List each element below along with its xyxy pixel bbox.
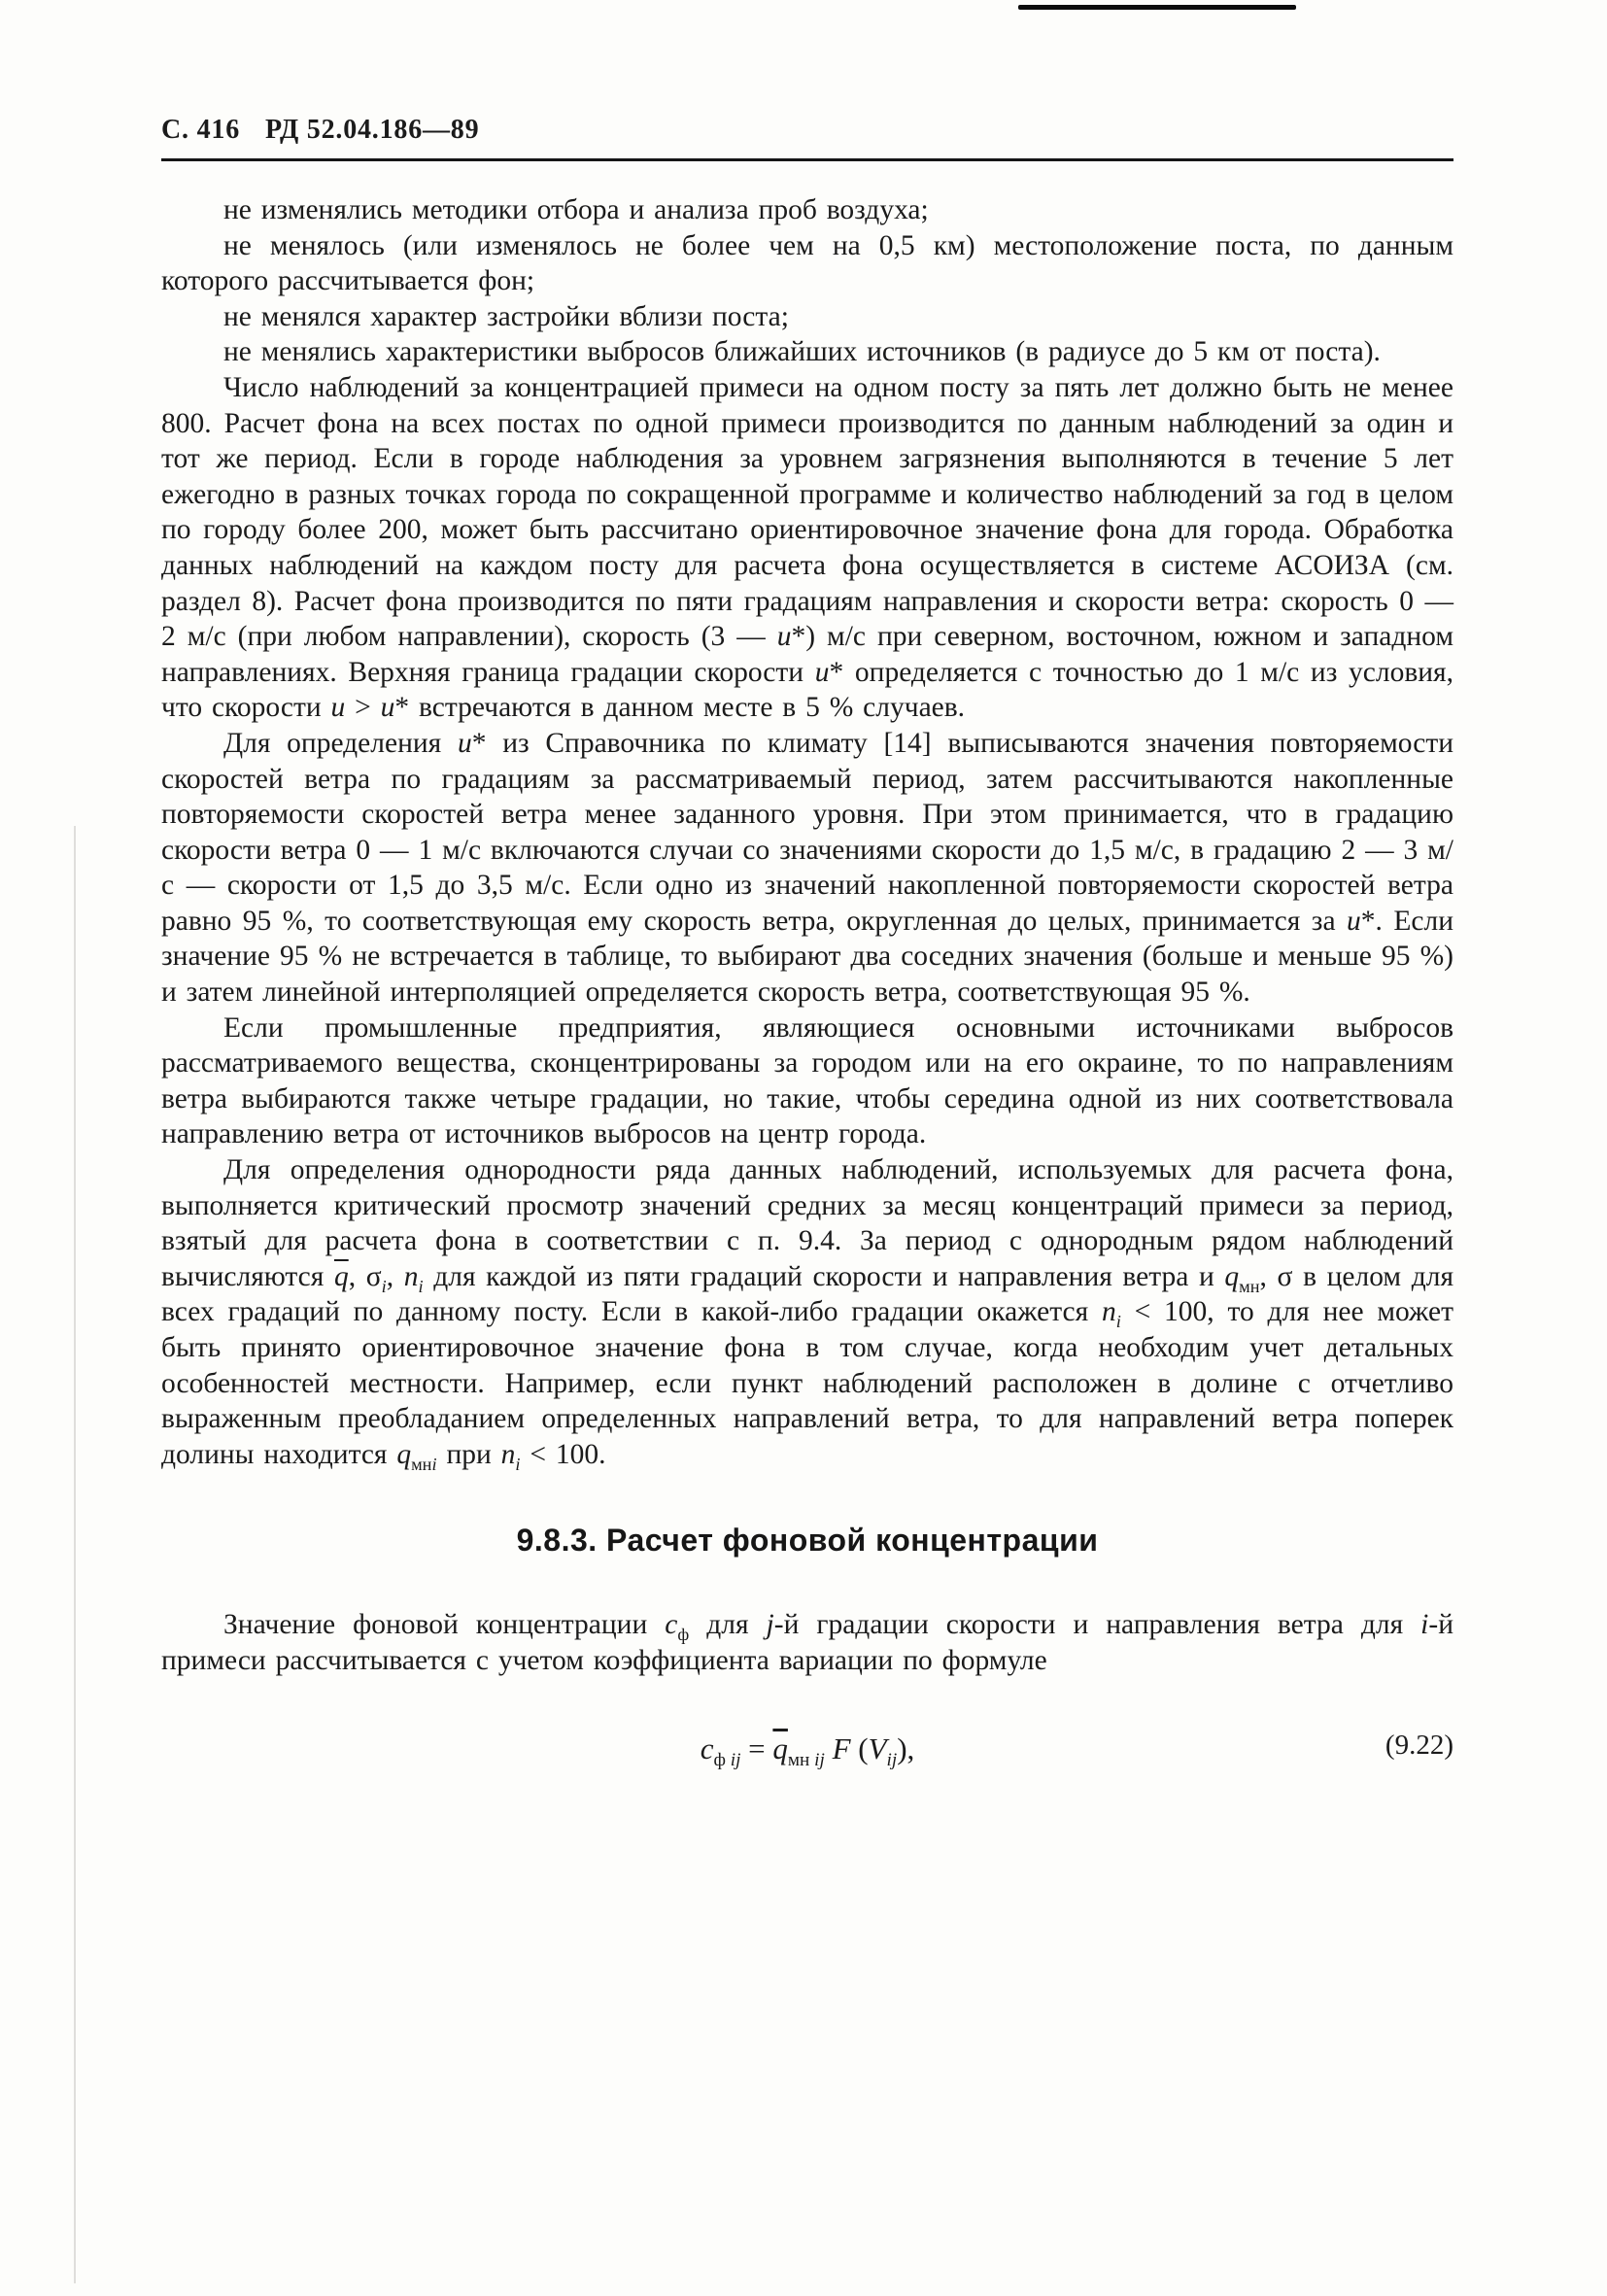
scan-artifact-left-line (74, 826, 76, 2283)
running-header (161, 115, 1453, 146)
formula-block (161, 1726, 1453, 1778)
formula-number: (9.22) (1385, 1729, 1453, 1761)
body-text (161, 192, 1453, 1472)
scan-artifact-top-edge (1018, 5, 1296, 10)
paragraph-u-star-determination: Для определения u* из Справочника по климату [14] выписываются значения повторяемости скоростей ветра по градациям за рассматриваемый период, затем рассчитываются накопленные повторяемости скоростей ветра менее заданного уровня. При этом принимается, что в градацию скорости ветра 0 — 1 м/с включаются случаи со значениями скорости до 1,5 м/с, в градацию 2 — 3 м/с — скорости от 1,5 до 3,5 м/с. Если одно из значений накопленной повторяемости скоростей ветра равно 95 %, то соответствующая ему скорость ветра, округленная до целых, принимается за u*. Если значение 95 % не встречается в таблице, то выбирают два соседних значения (больше и меньше 95 %) и затем линейной интерполяцией определяется скорость ветра, соответствующая 95 %. (161, 727, 1453, 1009)
condition-item-2: не менялось (или изменялось не более чем на 0,5 км) местоположение поста, по данным которого рассчитывается фон; (161, 229, 1453, 297)
condition-item-4: не менялись характеристики выбросов ближайших источников (в радиусе до 5 км от поста). (223, 336, 1381, 368)
document-number-label: РД 52.04.186—89 (265, 115, 480, 145)
section-heading: 9.8.3. Расчет фоновой концентрации (516, 1523, 1099, 1559)
formula-9-22: $c_{ф ij} = \overline{q}_{мн ij}$ F $(V_{ij})$, (700, 1731, 915, 1770)
paragraph-industrial-sources: Если промышленные предприятия, являющиеся основными источниками выбросов рассматриваемого вещества, сконцентрированы за городом или на его окраине, то по направлениям ветра выбираются также четыре градации, но такие, чтобы середина одной из них соответствовала направлению ветра от источников выбросов на центр города. (161, 1011, 1453, 1150)
formula-intro-paragraph: Значение фоновой концентрации $c_ф$ для j-й градации скорости и направления ветра для i-й примеси рассчитывается с учетом коэффициента вариации по формуле (161, 1609, 1453, 1676)
paragraph-observation-count: Число наблюдений за концентрацией примеси на одном посту за пять лет должно быть не менее 800. Расчет фона на всех постах по одной примеси производится по данным наблюдений за один и тот же период. Если в городе наблюдения за уровнем загрязнения выполняются в течение 5 лет ежегодно в разных точках города по сокращенной программе и количество наблюдений за год в целом по городу более 200, может быть рассчитано ориентировочное значение фона для города. Обработка данных наблюдений на каждом посту для расчета фона осуществляется в системе АСОИЗА (см. раздел 8). Расчет фона производится по пяти градациям направления и скорости ветра: скорость 0 — 2 м/с (при любом направлении), скорость (3 — u*) м/с при северном, восточном, южном и западном направлениях. Верхняя граница градации скорости u* определяется с точностью до 1 м/с из условия, что скорости u > u* встречаются в данном месте в 5 % случаев. (161, 371, 1453, 724)
page-number-label: С. 416 (161, 115, 241, 145)
paragraph-homogeneity: Для определения однородности ряда данных наблюдений, используемых для расчета фона, выполняется критический просмотр значений средних за месяц концентраций примеси за период, взятый для расчета фона в соответствии с п. 9.4. За период с однородным рядом наблюдений вычисляются $\overline{q}$, $\sigma_i$, $n_i$ для каждой из пяти градаций скорости и направления ветра и $q_{мн}$, σ в целом для всех градаций по данному посту. Если в какой-либо градации окажется $n_i < 100$, то для нее может быть принято ориентировочное значение фона в том случае, когда необходим учет детальных особенностей местности. Например, если пункт наблюдений расположен в долине с отчетливо выраженным преобладанием определенных направлений ветра, то для направлений ветра поперек долины находится $q_{мнi}$ при $n_i < 100$. (161, 1154, 1454, 1474)
header-rule (161, 158, 1453, 161)
page-content (161, 115, 1453, 1778)
condition-item-1: не изменялись методики отбора и анализа проб воздуха; (223, 194, 929, 225)
condition-item-3: не менялся характер застройки вблизи поста; (223, 300, 789, 332)
